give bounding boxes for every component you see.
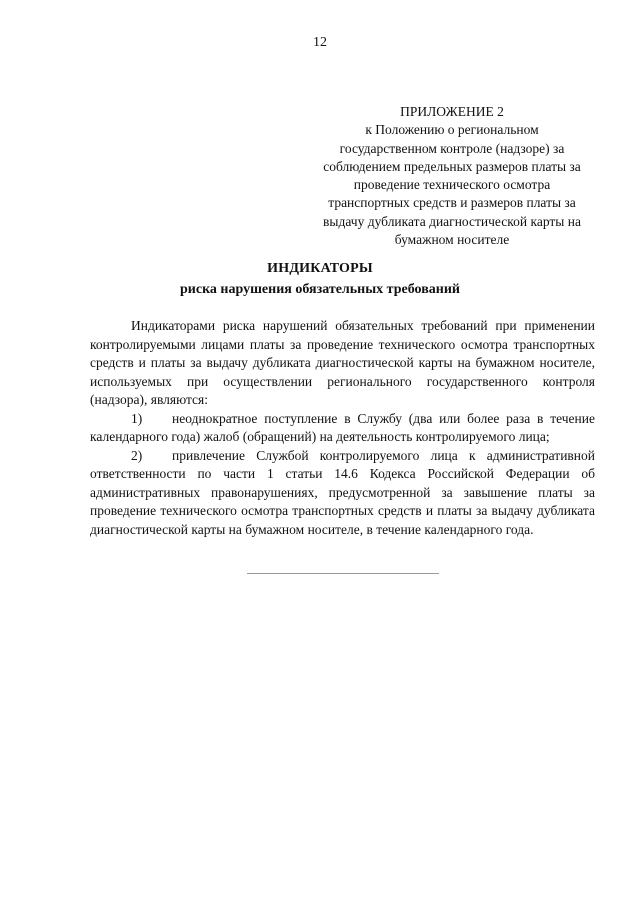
intro-paragraph: Индикаторами риска нарушений обязательных требований при применении контролируемыми лицами платы за проведение технического осмотра транспортных средств и платы за выдачу дубликата диагностической карты на бумажном носителе, используемых при осуществлении регионального государственного контроля (надзора), являются: [90, 318, 595, 407]
appendix-line: государственном контроле (надзоре) за [339, 140, 565, 156]
document-body [90, 317, 595, 539]
list-item-number: 2) [131, 447, 143, 463]
appendix-line: бумажном носителе [394, 232, 510, 248]
document-subtitle: риска нарушения обязательных требований [180, 282, 460, 297]
appendix-title: ПРИЛОЖЕНИЕ 2 [400, 104, 504, 119]
list-item-number: 1) [131, 410, 143, 426]
list-item [90, 447, 595, 540]
appendix-line: выдачу дубликата диагностической карты на [323, 213, 581, 229]
document-title: ИНДИКАТОРЫ [267, 261, 373, 276]
list-item-text: привлечение Службой контролируемого лица к административной ответственности по части 1 статьи 14.6 Кодекса Российской Федерации об административных правонарушениях, предусмотренной за завышение платы за проведение технического осмотра транспортных средств и платы за выдачу дубликата диагностической карты на бумажном носителе, в течение календарного года. [90, 447, 595, 537]
appendix-line: транспортных средств и размеров платы за [328, 195, 576, 211]
appendix-header [304, 103, 600, 249]
page-number: 12 [313, 35, 327, 50]
list-item-text: неоднократное поступление в Службу (два или более раза в течение календарного года) жалоб (обращений) на деятельность контролируемого лица; [90, 410, 595, 444]
appendix-line: проведение технического осмотра [353, 177, 551, 193]
separator-line [247, 573, 439, 574]
appendix-line: соблюдением предельных размеров платы за [323, 158, 581, 174]
list-item [90, 410, 595, 447]
appendix-line: к Положению о региональном [365, 122, 539, 138]
